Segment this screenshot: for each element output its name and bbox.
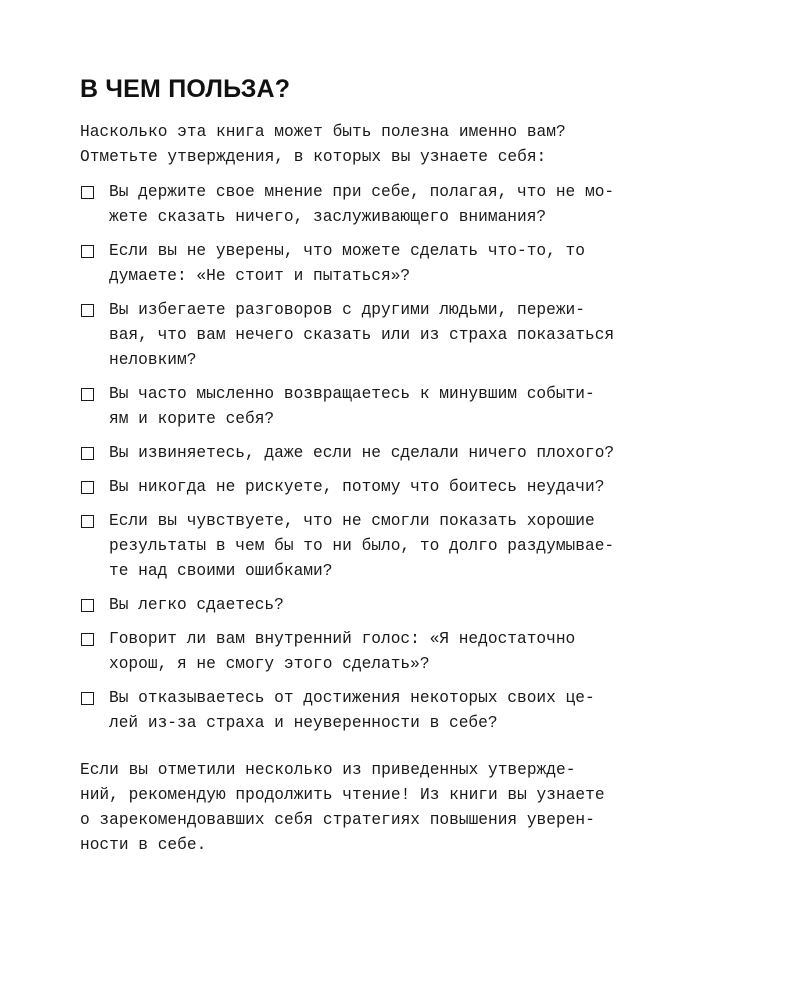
statement-checklist xyxy=(80,180,700,736)
checkbox[interactable] xyxy=(81,692,94,705)
checklist-item-line: результаты в чем бы то ни было, то долго раздумывае- xyxy=(109,537,615,555)
conclusion-line: Если вы отметили несколько из приведенных утвержде- xyxy=(80,761,576,779)
checklist-item-line: вая, что вам нечего сказать или из страха показаться xyxy=(109,326,615,344)
checklist-item xyxy=(80,382,700,432)
checklist-item-line: Вы отказываетесь от достижения некоторых своих це- xyxy=(109,689,595,707)
checklist-item xyxy=(80,593,700,618)
checklist-item-line: Если вы чувствуете, что не смогли показать хорошие xyxy=(109,512,595,530)
page-title: В ЧЕМ ПОЛЬЗА? xyxy=(80,75,291,103)
checklist-item-line: Вы никогда не рискуете, потому что боитесь неудачи? xyxy=(109,478,605,496)
checkbox[interactable] xyxy=(81,304,94,317)
conclusion-line: ний, рекомендую продолжить чтение! Из книги вы узнаете xyxy=(80,786,605,804)
conclusion-line: о зарекомендовавших себя стратегиях повышения уверен- xyxy=(80,811,595,829)
checkbox[interactable] xyxy=(81,515,94,528)
checkbox[interactable] xyxy=(81,481,94,494)
checklist-item xyxy=(80,686,700,736)
checkbox[interactable] xyxy=(81,186,94,199)
checklist-item-line: лей из-за страха и неуверенности в себе? xyxy=(109,714,498,732)
intro-paragraph xyxy=(80,120,700,170)
checklist-item xyxy=(80,298,700,373)
checklist-item-line: хорош, я не смогу этого сделать»? xyxy=(109,655,430,673)
checklist-item-line: Вы избегаете разговоров с другими людьми, пережи- xyxy=(109,301,585,319)
checkbox[interactable] xyxy=(81,599,94,612)
checklist-item-line: Говорит ли вам внутренний голос: «Я недостаточно xyxy=(109,630,576,648)
checklist-item-line: ям и корите себя? xyxy=(109,410,275,428)
page-content xyxy=(80,74,700,874)
checklist-item-line: Вы легко сдаетесь? xyxy=(109,596,284,614)
checklist-item xyxy=(80,475,700,500)
checklist-item xyxy=(80,239,700,289)
checklist-item xyxy=(80,441,700,466)
checkbox[interactable] xyxy=(81,388,94,401)
checkbox[interactable] xyxy=(81,633,94,646)
checklist-item xyxy=(80,509,700,584)
checklist-item-line: Вы держите свое мнение при себе, полагая, что не мо- xyxy=(109,183,615,201)
intro-line: Отметьте утверждения, в которых вы узнаете себя: xyxy=(80,148,547,166)
intro-line: Насколько эта книга может быть полезна именно вам? xyxy=(80,123,566,141)
checklist-item-line: жете сказать ничего, заслуживающего внимания? xyxy=(109,208,547,226)
checklist-item-line: Вы часто мысленно возвращаетесь к минувшим событи- xyxy=(109,385,595,403)
conclusion-line: ности в себе. xyxy=(80,836,207,854)
conclusion-paragraph xyxy=(80,758,700,858)
checklist-item xyxy=(80,180,700,230)
checklist-item-line: думаете: «Не стоит и пытаться»? xyxy=(109,267,411,285)
checkbox[interactable] xyxy=(81,447,94,460)
checkbox[interactable] xyxy=(81,245,94,258)
checklist-item xyxy=(80,627,700,677)
checklist-item-line: те над своими ошибками? xyxy=(109,562,333,580)
checklist-item-line: Вы извиняетесь, даже если не сделали ничего плохого? xyxy=(109,444,615,462)
checklist-item-line: Если вы не уверены, что можете сделать что-то, то xyxy=(109,242,585,260)
checklist-item-line: неловким? xyxy=(109,351,197,369)
